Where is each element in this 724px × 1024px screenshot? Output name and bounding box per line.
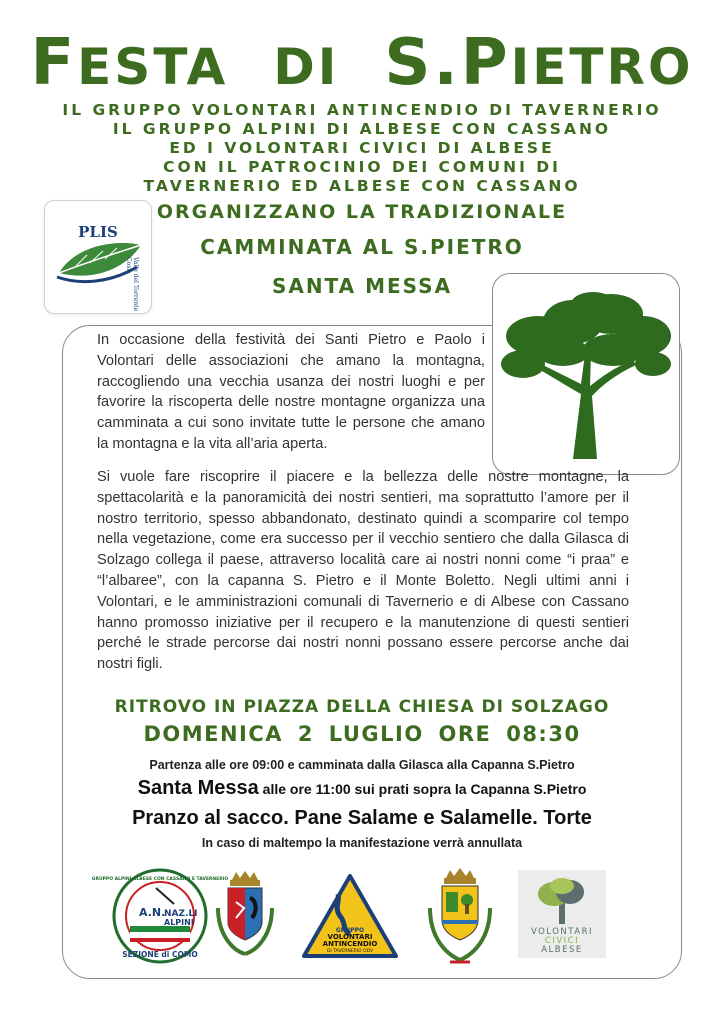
mass-heading: SANTA MESSA xyxy=(271,274,453,298)
title-part-esta: ESTA xyxy=(77,38,229,96)
organizer-line: CON IL PATROCINIO DEI COMUNI DI xyxy=(163,158,561,176)
volontari-civici-logo xyxy=(518,870,606,958)
organizer-line: ED I VOLONTARI CIVICI DI ALBESE xyxy=(169,139,555,157)
tavernerio-coat-of-arms xyxy=(210,868,280,964)
paragraph-intro: In occasione della festività dei Santi Pietro e Paolo i Volontari delle associazioni che amano la montagna, raccogliendo una vecchia usanza dei nostri luoghi e per favorire la riscoperta delle nostre montagne organizza una camminata a cui sono invitate tutte le persone che amano la montagna e la vita all’aria aperta. xyxy=(97,332,485,452)
title-part-ietro: IETRO xyxy=(510,38,694,96)
alpini-naz: NAZ.LI xyxy=(164,909,198,919)
antincendio-line-4: DI TAVERNERIO ODV xyxy=(326,949,374,954)
lunch-info: Pranzo al sacco. Pane Salame e Salamelle. Torte xyxy=(132,807,592,829)
volontari-line-3: ALBESE xyxy=(541,945,583,955)
plis-logo xyxy=(44,200,152,314)
title-part-sp: S.P xyxy=(384,26,511,100)
plis-logo-subtitle: Valle del Torrente Cosia xyxy=(125,257,139,312)
organizer-line: TAVERNERIO ED ALBESE CON CASSANO xyxy=(143,177,581,195)
organizer-line: IL GRUPPO ALPINI DI ALBESE CON CASSANO xyxy=(112,120,612,138)
walk-heading: CAMMINATA AL S.PIETRO xyxy=(200,235,524,259)
mass-info xyxy=(0,777,724,800)
organizer-line: IL GRUPPO VOLONTARI ANTINCENDIO DI TAVERNERIO xyxy=(62,101,662,119)
organizers-block xyxy=(0,101,724,196)
volontari-line-1: VOLONTARI xyxy=(530,927,594,937)
volontari-tree-icon xyxy=(518,870,606,930)
organize-heading: ORGANIZZANO LA TRADIZIONALE xyxy=(156,201,568,223)
title-part-di: DI xyxy=(273,38,340,96)
meeting-point: RITROVO IN PIAZZA DELLA CHIESA DI SOLZAGO xyxy=(114,697,610,717)
mass-details: alle ore 11:00 sui prati sopra la Capanna S.Pietro xyxy=(258,781,587,797)
antincendio-line-1: GRUPPO xyxy=(335,927,365,934)
volontari-line-2: CIVICI xyxy=(544,936,580,946)
mass-label: Santa Messa xyxy=(137,777,259,799)
albese-coat-of-arms xyxy=(420,868,500,968)
title-initial-f: F xyxy=(30,26,78,100)
antincendio-line-2: VOLONTARI xyxy=(327,933,373,941)
tree-image-box xyxy=(492,273,680,475)
event-date: DOMENICA 2 LUGLIO ORE 08:30 xyxy=(143,722,581,746)
plis-logo-name: PLIS xyxy=(78,223,118,241)
alpini-logo xyxy=(91,868,229,964)
page-title xyxy=(0,28,724,102)
departure-info: Partenza alle ore 09:00 e camminata dalla Gilasca alla Capanna S.Pietro xyxy=(149,758,575,772)
antincendio-line-3: ANTINCENDIO xyxy=(322,940,378,948)
antincendio-logo xyxy=(300,872,400,962)
paragraph-description: Si vuole fare riscoprire il piacere e la bellezza delle nostre montagne, la spettacolarità e la panoramicità dei nostri sentieri, ma soprattutto l’amore per il nostro territorio, spesso abbandonato, destinato quindi a scomparire col tempo nella vegetazione, come era successo per il vecchio sentiero che dalla Gilasca di Solzago collega il paese, attraverso località care ai nostri nonni come “i praa” e “l’albaree”, con la capanna S. Pietro e il Monte Boletto. Negli ultimi anni i Volontari, e le amministrazioni comunali di Tavernerio e di Albese con Cassano hanno promosso iniziative per il recupero e la manutenzione di questi sentieri perché le strade percorse dai nostri nonni possano essere percorse anche dai nostri figli. xyxy=(97,469,629,673)
alpini-ana: A.N. xyxy=(139,906,166,919)
alpini-alpini: ALPINI xyxy=(164,918,194,927)
alpini-top: GRUPPO ALPINI ALBESE CON CASSANO E TAVERNERIO xyxy=(91,877,229,882)
volontari-civici-text xyxy=(518,928,606,955)
tree-icon xyxy=(493,274,679,474)
alpini-sezione: SEZIONE di COMO xyxy=(122,950,198,959)
weather-notice: In caso di maltempo la manifestazione verrà annullata xyxy=(201,836,523,850)
